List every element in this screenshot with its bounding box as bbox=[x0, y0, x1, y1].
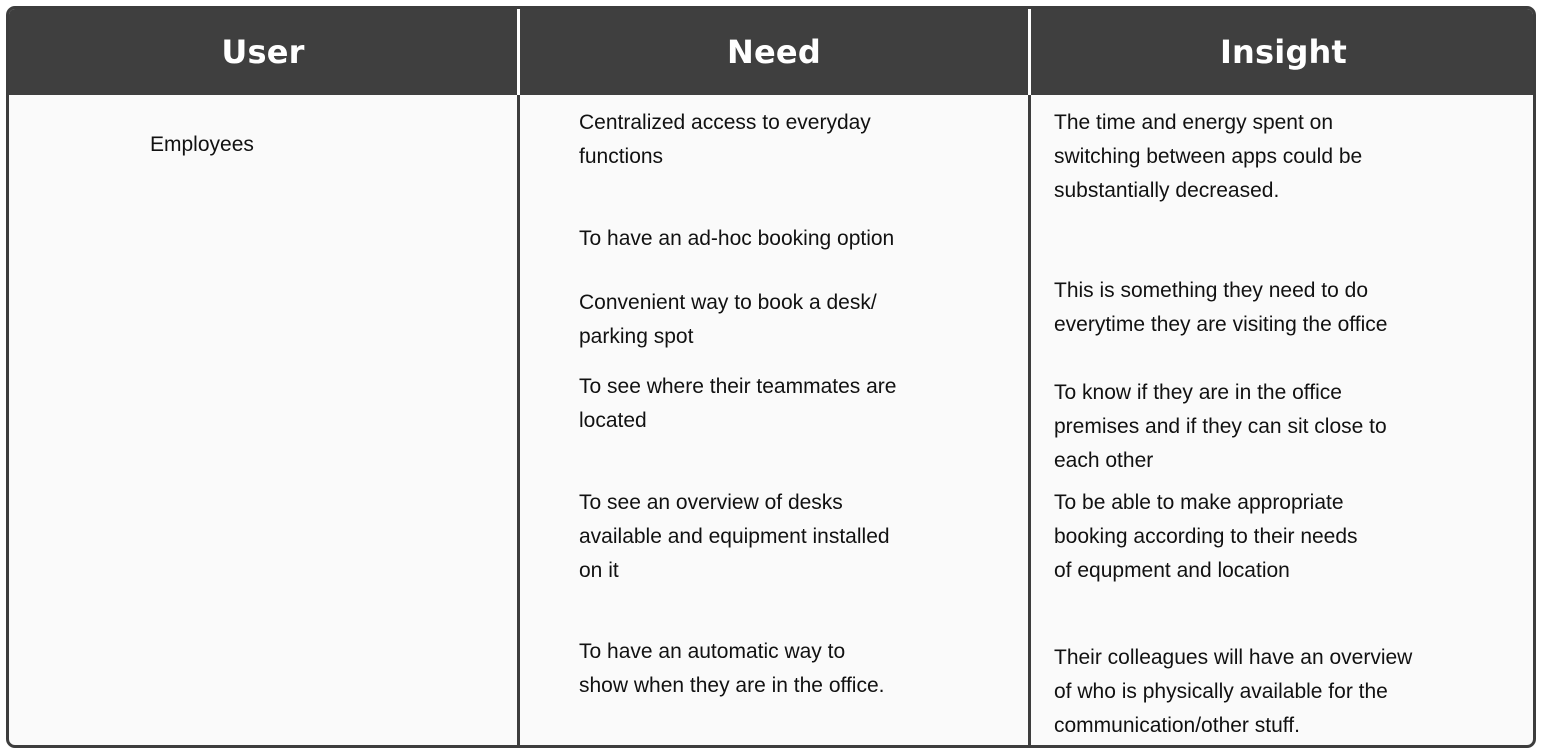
insight-item: The time and energy spent on switching between apps could be substantially decreased. bbox=[1054, 111, 1363, 202]
insight-item: To know if they are in the office premises and if they can sit close to each other bbox=[1054, 381, 1387, 472]
header-insight: Insight bbox=[1219, 33, 1348, 71]
column-divider bbox=[1028, 95, 1031, 745]
user-need-insight-table bbox=[6, 6, 1536, 748]
insight-item: To be able to make appropriate booking according to their needs of equpment and location bbox=[1054, 491, 1358, 582]
insight-item: This is something they need to do everytime they are visiting the office bbox=[1054, 279, 1388, 336]
header-user: User bbox=[221, 33, 305, 71]
table-header bbox=[9, 9, 1533, 95]
need-item: Convenient way to book a desk/ parking spot bbox=[579, 291, 877, 348]
column-divider bbox=[517, 95, 520, 745]
need-item: To have an automatic way to show when they are in the office. bbox=[579, 640, 885, 697]
header-need: Need bbox=[727, 33, 821, 71]
need-item: Centralized access to everyday functions bbox=[579, 111, 871, 168]
need-item: To have an ad-hoc booking option bbox=[579, 227, 895, 250]
user-cell: Employees bbox=[150, 133, 254, 156]
insight-item: Their colleagues will have an overview of who is physically available for the communication/other stuff. bbox=[1054, 646, 1413, 737]
need-item: To see an overview of desks available and equipment installed on it bbox=[579, 491, 890, 582]
need-item: To see where their teammates are located bbox=[579, 375, 897, 432]
